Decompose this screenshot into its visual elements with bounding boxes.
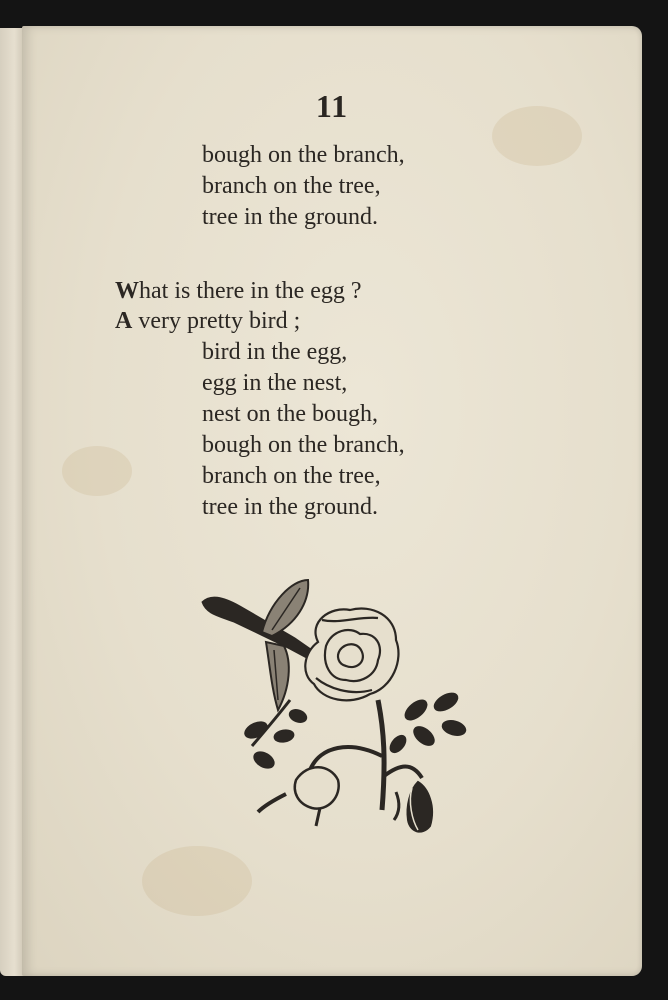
book-spine (0, 28, 24, 976)
book-page (22, 26, 642, 976)
paper-stain (62, 446, 132, 496)
verse-line: bough on the branch, (202, 142, 405, 168)
answer-text: very pretty bird ; (132, 308, 301, 334)
verse-line: branch on the tree, (202, 173, 381, 199)
answer-lead-letter: A (115, 308, 133, 334)
verse-line: tree in the ground. (202, 204, 378, 230)
verse-line: tree in the ground. (202, 494, 378, 520)
verse-line: bough on the branch, (202, 432, 405, 458)
question-text: hat is there in the egg ? (139, 278, 362, 304)
verse-line: branch on the tree, (202, 463, 381, 489)
question-line (115, 276, 362, 307)
verse-line: nest on the bough, (202, 401, 378, 427)
page-number: 11 (315, 88, 349, 124)
verse-line: bird in the egg, (202, 339, 348, 365)
answer-line (115, 306, 300, 337)
paper-stain (142, 846, 252, 916)
verse-line: egg in the nest, (202, 370, 348, 396)
rose-woodcut-icon (200, 550, 470, 840)
question-lead-letter: W (115, 278, 139, 304)
